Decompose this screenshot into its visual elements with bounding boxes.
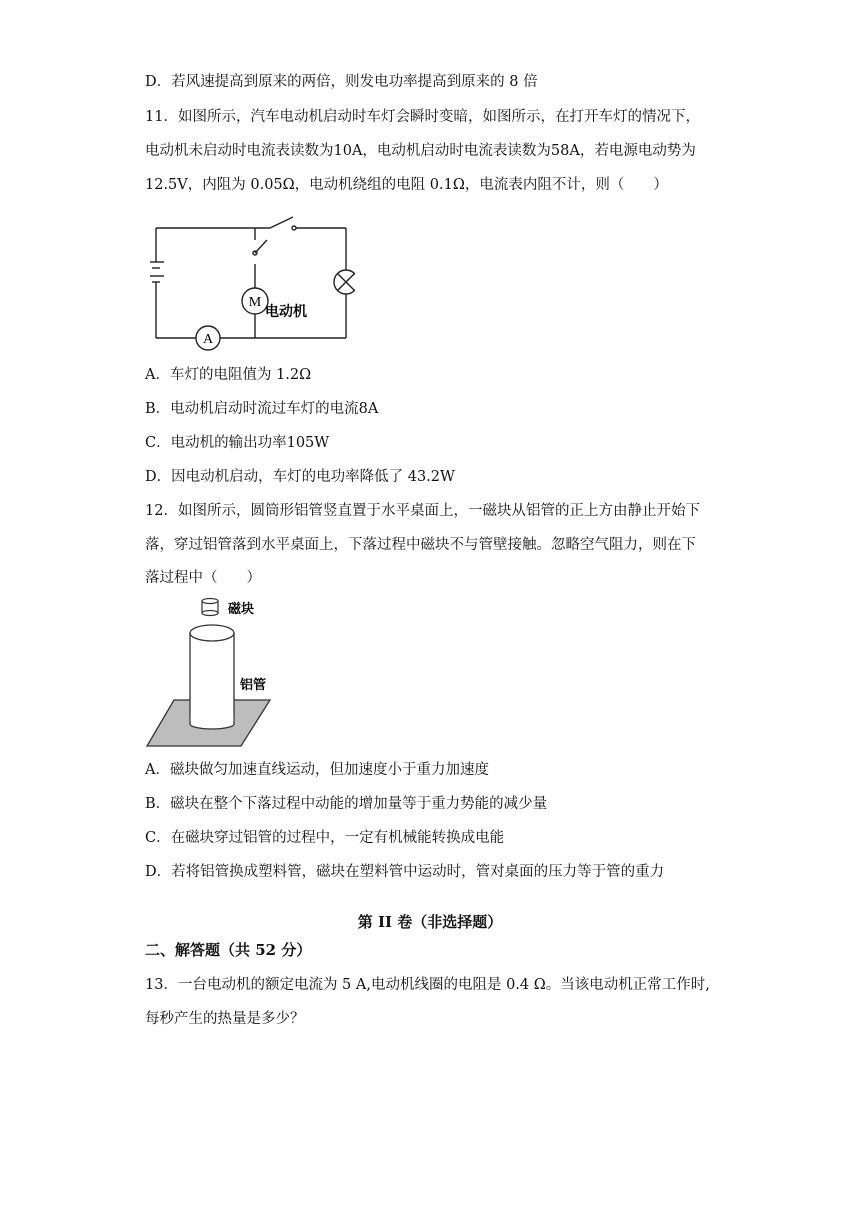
q11-stem-line-1: 11．如图所示，汽车电动机启动时车灯会瞬时变暗，如图所示，在打开车灯的情况下， [145,109,700,125]
q11-option-d: D．因电动机启动，车灯的电功率降低了 43.2W [145,469,455,485]
q12-magnet-tube-diagram [144,595,279,750]
section-title: 第 II 卷（非选择题） [357,913,503,931]
motor-symbol: M [248,295,262,310]
q10-option-d: D．若风速提高到原来的两倍，则发电功率提高到原来的 8 倍 [145,74,538,90]
q11-option-a: A．车灯的电阻值为 1.2Ω [145,367,312,383]
q13-stem-line-2: 每秒产生的热量是多少？ [145,1011,305,1027]
q11-stem-line-2: 电动机未启动时电流表读数为10A，电动机启动时电流表读数为58A，若电源电动势为 [145,143,696,159]
q12-stem-line-1: 12．如图所示，圆筒形铝管竖直置于水平桌面上，一磁块从铝管的正上方由静止开始下 [145,503,700,519]
magnet-icon [202,599,218,616]
q12-stem-line-2: 落，穿过铝管落到水平桌面上，下落过程中磁块不与管壁接触。忽略空气阻力，则在下 [145,537,696,553]
q12-option-a: A．磁块做匀加速直线运动，但加速度小于重力加速度 [145,762,489,778]
q11-option-c: C．电动机的输出功率105W [145,435,330,451]
q12-option-d: D．若将铝管换成塑料管，磁块在塑料管中运动时，管对桌面的压力等于管的重力 [145,864,665,880]
magnet-label: 磁块 [228,602,255,617]
section-subtitle: 二、解答题（共 52 分） [145,941,312,959]
tube-label: 铝管 [240,678,267,693]
ammeter-symbol: A [202,332,214,347]
q11-stem-line-3: 12.5V，内阻为 0.05Ω，电动机绕组的电阻 0.1Ω，电流表内阻不计，则（ ） [145,177,668,193]
q11-circuit-diagram [150,212,355,352]
q13-stem-line-1: 13．一台电动机的额定电流为 5 A,电动机线圈的电阻是 0.4 Ω。当该电动机正常工作时, [145,977,710,993]
q12-option-b: B．磁块在整个下落过程中动能的增加量等于重力势能的减少量 [145,796,548,812]
q11-option-b: B．电动机启动时流过车灯的电流8A [145,401,379,417]
motor-label: 电动机 [265,304,307,320]
q12-option-c: C．在磁块穿过铝管的过程中，一定有机械能转换成电能 [145,830,505,846]
q12-stem-line-3: 落过程中（ ） [145,570,261,586]
